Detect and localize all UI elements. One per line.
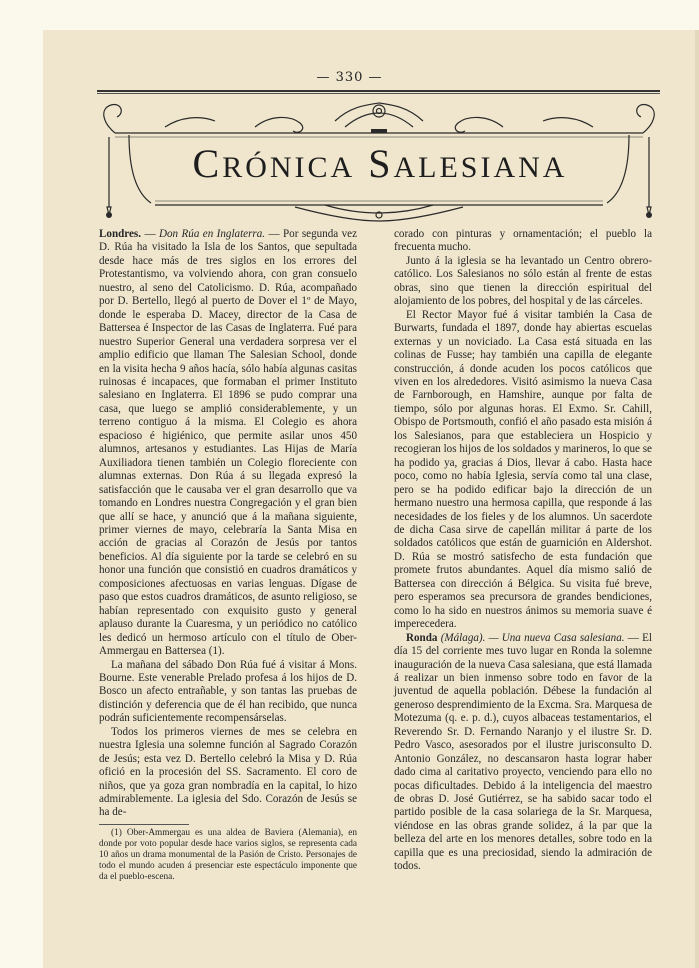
- article-paragraph: Junto á la iglesia se ha levantado un Centro obrero-católico. Los Salesianos no sólo están al frente de estas obras, sino que tienen la dirección espiritual del alojamiento de los pobres, del hospital y de las cárceles.: [394, 254, 652, 308]
- paragraph-text: — El día 15 del corriente mes tuvo lugar en Ronda la solemne inauguración de la nueva Casa salesiana, que está llamada á realizar un bien inmenso sobre todo en favor de la juventud de aquella población. Débese la fundación al generoso desprendimiento de la Excma. Sra. Marquesa de Motezuma (q. e. p. d.), cuyos albaceas testamentarios, el Reverendo Sr. D. Fernando Naranjo y el ilustre Sr. D. Pedro Vasco, asesorados por el ilustre jurisconsulto D. Antonio González, no descansaron hasta lograr haber dado cima al caritativo proyecto, venciendo para ello no pocas dificultades. Debido á la inteligencia del maestro de obras D. José Gutiérrez, se ha sabido sacar todo el partido posible de la casa solariega de la Sr. Marquesa, viéndose en las obras grande solidez, á la par que la belleza del arte en los menores detalles, sobre todo en la capilla que es una preciosidad, siendo la admiración de todos.: [394, 631, 653, 873]
- article-paragraph: La mañana del sábado Don Rúa fué á visitar á Mons. Bourne. Este venerable Prelado profesa á los hijos de D. Bosco un afecto entrañable, y son tantas las pruebas de distinción y deferencia que de él han recibido, que nunca podrán suficientemente recompensárselas.: [99, 658, 357, 725]
- paper-edge: [695, 30, 699, 968]
- article-paragraph: Todos los primeros viernes de mes se celebra en nuestra Iglesia una solemne función al Sagrado Corazón de Jesús; esta vez D. Bertello celebró la Misa y D. Rúa ofició en la procesión del SS. Sacramento. El coro de niños, que ya goza gran nombradía en la capital, lo hizo admirablemente. La iglesia del Sdo. Corazón de Jesús se ha de-: [99, 725, 357, 819]
- footnote-rule: [99, 824, 189, 825]
- page-number: — 330 —: [316, 70, 383, 85]
- article-heading: Ronda: [406, 631, 438, 644]
- footnote: (1) Ober-Ammergau es una aldea de Baviera (Alemania), en donde por voto popular desde hace varios siglos, se representa cada 10 años un drama monumental de la Pasión de Cristo. Personajes de todo el mundo acuden á presenciar este espectáculo imponente que da el pueblo-escena.: [99, 827, 357, 882]
- title-initial-2: S: [368, 141, 394, 186]
- article-subheading: Don Rúa en Inglaterra.: [158, 228, 266, 240]
- left-column: [99, 228, 357, 883]
- header-rule: [97, 90, 660, 92]
- article-paragraph: Londres. — Don Rúa en Inglaterra. — Por segunda vez D. Rúa ha visitado la Isla de los Santos, que sepultada desde hace más de tres siglos en los errores del Protestantismo, va volviendo ahora, con gran consuelo nuestro, al seno del Catolicismo. D. Rúa, acompañado por D. Bertello, llegó al puerto de Dover el 1º de Mayo, donde le esperaba D. Macey, director de la Casa de Battersea é Inspector de las Casas de Inglaterra. Fué para nuestro Superior General una verdadera sorpresa ver el amplio edificio que llaman The Salesian School, donde en la visita hecha 9 años hacía, sólo había algunas casitas ruinosas é incapaces, que formaban el primer Instituto salesiano en Inglaterra. El 1896 se pudo comprar una casa, que luego se amplió considerablemente, y un terreno contiguo á la misma. El Colegio es ahora espacioso é higiénico, que permite asilar unos 450 alumnos, artesanos y estudiantes. Las Hijas de María Auxiliadora tienen también un Colegio floreciente con alumnas externas. Don Rúa á su llegada expresó la satisfacción que le causaba ver el gran desarrollo que va tomando en Londres nuestra Congregación y el gran bien que allí se hace, y anunció que á la mañana siguiente, primer viernes de mayo, celebraría la Santa Misa en acción de gracias al Corazón de Jesús por tantos beneficios. Al día siguiente por la tarde se celebró en su honor una función que consistió en cuadros dramáticos y composiciones afectuosas en varias lenguas. Dígase de paso que estos cuadros dramáticos, de asunto religioso, se habían representado con exquisito gusto y general aplauso durante la Cuaresma, y un periódico no católico les dedicó un hermoso artículo con el título de Ober-Ammergau en Battersea (1).: [99, 228, 357, 658]
- section-title: [150, 140, 610, 187]
- title-rest-1: RÓNICA: [222, 151, 356, 184]
- paragraph-text: — Por segunda vez D. Rúa ha visitado la Isla de los Santos, que sepultada desde hace más de tres siglos en los errores del Protestantismo, va volviendo ahora, con gran consuelo nuestro, al seno del Catolicismo. D. Rúa, acompañado por D. Bertello, llegó al puerto de Dover el 1º de Mayo, donde le esperaba D. Macey, director de la Casa de Battersea é Inspector de las Casas de Inglaterra. Fué para nuestro Superior General una verdadera sorpresa ver el amplio edificio que llaman The Salesian School, donde en la visita hecha 9 años hacía, sólo había algunas casitas ruinosas é incapaces, que formaban el primer Instituto salesiano en Inglaterra. El 1896 se pudo comprar una casa, que luego se amplió considerablemente, y un terreno contiguo á la misma. El Colegio es ahora espacioso é higiénico, que permite asilar unos 450 alumnos, artesanos y estudiantes. Las Hijas de María Auxiliadora tienen también un Colegio floreciente con alumnas externas. Don Rúa á su llegada expresó la satisfacción que le causaba ver el gran desarrollo que va tomando en Londres nuestra Congregación y el gran bien que allí se hace, y anunció que á la mañana siguiente, primer viernes de mayo, celebraría la Santa Misa en acción de gracias al Corazón de Jesús por tantos beneficios. Al día siguiente por la tarde se celebró en su honor una función que consistió en cuadros dramáticos y composiciones afectuosas en varias lenguas. Dígase de paso que estos cuadros dramáticos, de asunto religioso, se habían representado con exquisito gusto y general aplauso durante la Cuaresma, y un periódico no católico les dedicó un hermoso artículo con el título de Ober-Ammergau en Battersea (1).: [99, 228, 357, 658]
- article-heading: Londres.: [99, 228, 142, 240]
- header-rule-thin: [97, 93, 660, 94]
- article-paragraph: El Rector Mayor fué á visitar también la Casa de Burwarts, fundada el 1897, donde hay abiertas escuelas externas y un noviciado. La Casa está situada en las colinas de Fusse; hay también una capilla de elegante construcción, á donde acuden los pocos católicos que viven en los alrededores. Visitó asimismo la nueva Casa de Farnborough, en Hamshire, aunque por falta de tiempo, sólo por algunas horas. El Exmo. Sr. Cahill, Obispo de Portsmouth, confió el año pasado esta misión á los Salesianos, para que estableciera un Hospicio y recogieran los hijos de los soldados y marineros, lo que se ha podido ya, gracias á Dios, llevar á cabo. Hasta hace poco, como no había Iglesia, servía como tal una clase, pero se ha podido edificar bajo la dirección de un hermano nuestro una hermosa capilla, que responde á las necesidades de los fieles y de los alumnos. Un sacerdote de dicha Casa sirve de capellán militar á parte de los soldados católicos que están de guarnición en Aldershot. D. Rúa se mostró satisfecho de esta fundación que promete frutos abundantes. Aquel día mismo salió de Battersea con dirección á Bélgica. Su visita fué breve, pero esperamos sea precursora de grandes bendiciones, como lo ha sido en nuestros ánimos su memoria suave é imperecedera.: [394, 308, 652, 631]
- title-initial-1: C: [192, 141, 223, 186]
- article-paragraph: corado con pinturas y ornamentación; el pueblo la frecuenta mucho.: [394, 228, 652, 254]
- article-subheading: (Málaga). — Una nueva Casa salesiana.: [440, 631, 625, 644]
- title-rest-2: ALESIANA: [393, 151, 568, 184]
- right-column: [394, 228, 652, 874]
- article-paragraph: [394, 632, 652, 874]
